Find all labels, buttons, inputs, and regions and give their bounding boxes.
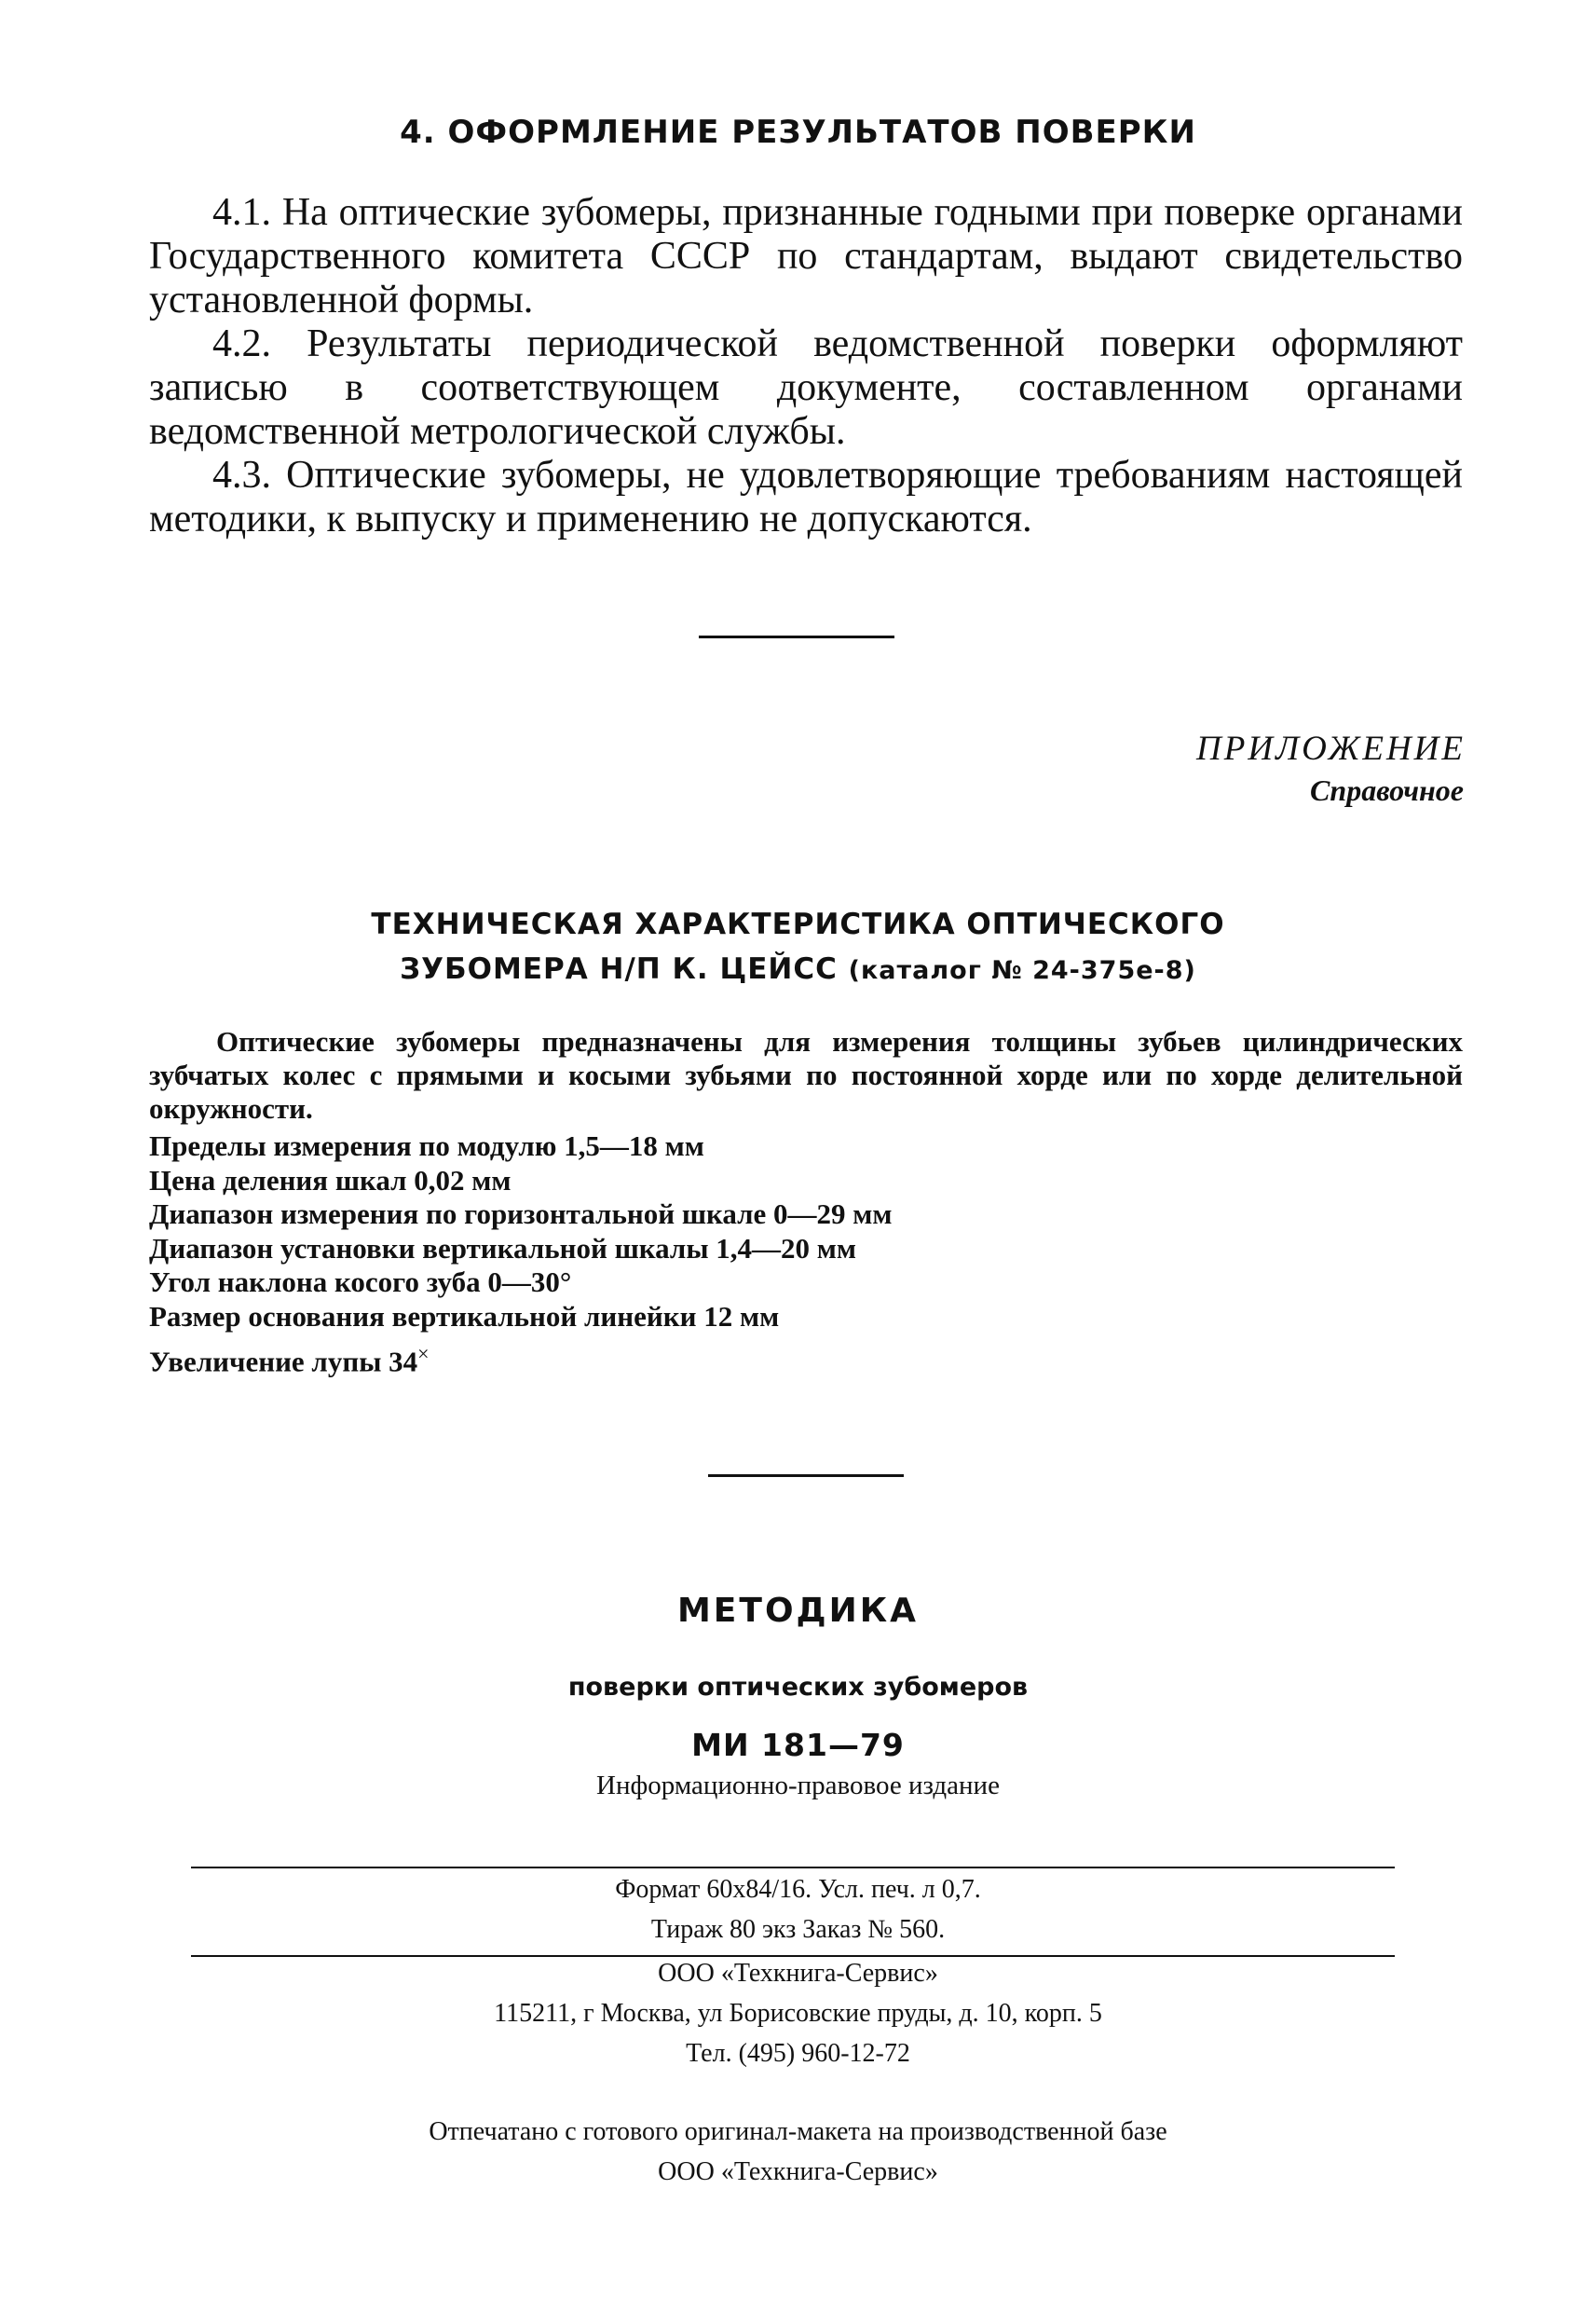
- section-paragraphs: [149, 191, 1463, 541]
- appendix-subtitle: Справочное: [1310, 773, 1464, 807]
- imprint-printed-line2: ООО «Техкнига-Сервис»: [658, 2157, 938, 2186]
- paragraph-4-1: 4.1. На оптические зубомеры, признанные годными при поверке органами Государственного комитета СССР по стандартам, выдают свидетельство установленной формы.: [149, 191, 1463, 321]
- imprint-printed-line1: Отпечатано с готового оригинал-макета на производственной базе: [429, 2117, 1167, 2146]
- paragraph-4-3: 4.3. Оптические зубомеры, не удовлетворяющие требованиям настоящей методики, к выпуску и применению не допускаются.: [149, 454, 1463, 540]
- tech-title-device: ЗУБОМЕРА Н/П К. ЦЕЙСС: [400, 952, 838, 986]
- imprint-publisher: ООО «Техкнига-Сервис»: [658, 1959, 938, 1988]
- imprint-rule-middle: [191, 1955, 1395, 1957]
- spec-list: [149, 1129, 893, 1379]
- imprint-format: Формат 60х84/16. Усл. печ. л 0,7.: [615, 1875, 981, 1904]
- spec-item: Цена деления шкал 0,02 мм: [149, 1163, 512, 1197]
- imprint-rule-top: [191, 1867, 1395, 1868]
- magnification-sup: ×: [417, 1342, 430, 1365]
- tech-intro: Оптические зубомеры предназначены для измерения толщины зубьев цилиндрических зубчатых колес с прямыми и косыми зубьями по постоянной хорде или по хорде делительной окружности.: [149, 1025, 1463, 1125]
- spec-item: Диапазон установки вертикальной шкалы 1,4—20 мм: [149, 1231, 857, 1265]
- imprint-phone: Тел. (495) 960-12-72: [686, 2039, 910, 2068]
- magnification-text: Увеличение лупы 34: [149, 1345, 418, 1378]
- method-title: МЕТОДИКА: [676, 1592, 920, 1630]
- tech-title-line2: [0, 952, 1596, 986]
- spec-item: Угол наклона косого зуба 0—30°: [149, 1265, 572, 1298]
- appendix-title: ПРИЛОЖЕНИЕ: [1196, 730, 1466, 768]
- tech-title-catalog: (каталог № 24-375е-8): [848, 956, 1196, 985]
- paragraph-4-2: 4.2. Результаты периодической ведомственной поверки оформляют записью в соответствующем документе, составленном органами ведомственной метрологической службы.: [149, 322, 1463, 453]
- spec-item-magnification: [149, 1337, 893, 1379]
- method-edition: Информационно-правовое издание: [596, 1771, 1000, 1800]
- divider: [699, 636, 894, 638]
- imprint-address: 115211, г Москва, ул Борисовские пруды, д. 10, корп. 5: [494, 1999, 1102, 2028]
- spec-item: Пределы измерения по модулю 1,5—18 мм: [149, 1129, 704, 1162]
- tech-title-line1: ТЕХНИЧЕСКАЯ ХАРАКТЕРИСТИКА ОПТИЧЕСКОГО: [371, 908, 1225, 941]
- spec-item: Диапазон измерения по горизонтальной шкале 0—29 мм: [149, 1197, 893, 1230]
- spec-item: Размер основания вертикальной линейки 12 мм: [149, 1299, 780, 1333]
- imprint-print-run: Тираж 80 экз Заказ № 560.: [650, 1915, 946, 1944]
- divider: [708, 1474, 904, 1477]
- method-code: МИ 181—79: [691, 1727, 905, 1763]
- section-heading: 4. ОФОРМЛЕНИЕ РЕЗУЛЬТАТОВ ПОВЕРКИ: [400, 114, 1196, 151]
- method-subtitle: поверки оптических зубомеров: [567, 1673, 1029, 1702]
